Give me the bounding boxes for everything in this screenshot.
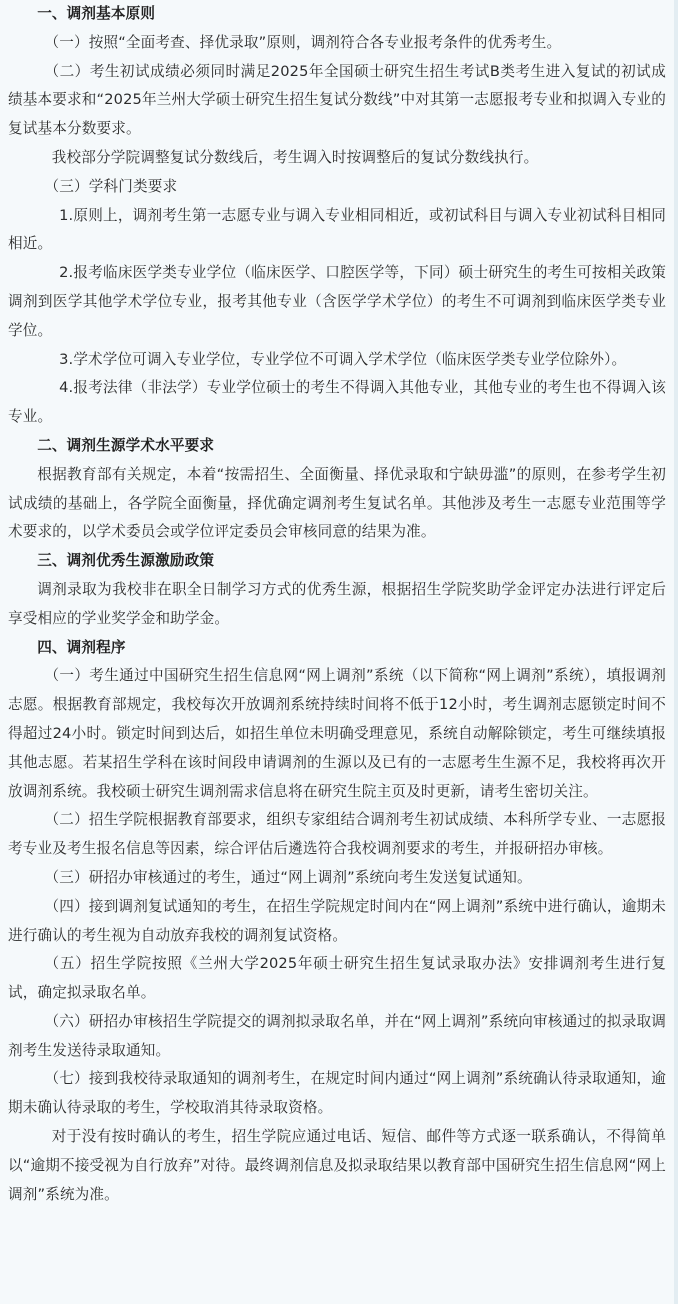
paragraph: 2.报考临床医学类专业学位（临床医学、口腔医学等，下同）硕士研究生的考生可按相关政策调剂到医学其他学术学位专业，报考其他专业（含医学学术学位）的考生不可调剂到临床医学类专业学位。 — [8, 264, 666, 339]
paragraph: 对于没有按时确认的考生，招生学院应通过电话、短信、邮件等方式逐一联系确认，不得简单以“逾期不接受视为自行放弃”对待。最终调剂信息及拟录取结果以教育部中国研究生招生信息网“网上调剂”系统为准。 — [8, 1128, 666, 1203]
paragraph: （七）接到我校待录取通知的调剂考生，在规定时间内通过“网上调剂”系统确认待录取通知，逾期未确认待录取的考生，学校取消其待录取资格。 — [8, 1070, 666, 1117]
paragraph: （一）按照“全面考查、择优录取”原则，调剂符合各专业报考条件的优秀考生。 — [44, 33, 562, 51]
section-heading: 二、调剂生源学术水平要求 — [37, 436, 215, 454]
article-content — [8, 0, 666, 1209]
section-heading: 四、调剂程序 — [37, 638, 126, 656]
section-heading: 三、调剂优秀生源激励政策 — [37, 552, 215, 570]
paragraph: （二）考生初试成绩必须同时满足2025年全国硕士研究生招生考试B类考生进入复试的初试成绩基本要求和“2025年兰州大学硕士研究生招生复试分数线”中对其第一志愿报考专业和拟调入专业的复试基本分数要求。 — [8, 62, 666, 138]
paragraph: （六）研招办审核招生学院提交的调剂拟录取名单，并在“网上调剂”系统向审核通过的拟录取调剂考生发送待录取通知。 — [8, 1012, 666, 1059]
paragraph: 调剂录取为我校非在职全日制学习方式的优秀生源，根据招生学院奖助学金评定办法进行评定后享受相应的学业奖学金和助学金。 — [8, 580, 666, 627]
paragraph: （四）接到调剂复试通知的考生，在招生学院规定时间内在“网上调剂”系统中进行确认，逾期未进行确认的考生视为自动放弃我校的调剂复试资格。 — [8, 897, 666, 944]
paragraph: （二）招生学院根据教育部要求，组织专家组结合调剂考生初试成绩、本科所学专业、一志愿报考专业及考生报名信息等因素，综合评估后遴选符合我校调剂要求的考生，并报研招办审核。 — [8, 811, 666, 858]
paragraph: 1.原则上，调剂考生第一志愿专业与调入专业相同相近，或初试科目与调入专业初试科目相同相近。 — [8, 206, 666, 253]
paragraph: （三）学科门类要求 — [44, 177, 178, 195]
paragraph: 我校部分学院调整复试分数线后，考生调入时按调整后的复试分数线执行。 — [51, 148, 539, 166]
paragraph: （三）研招办审核通过的考生，通过“网上调剂”系统向考生发送复试通知。 — [44, 868, 532, 886]
paragraph: 4.报考法律（非法学）专业学位硕士的考生不得调入其他专业，其他专业的考生也不得调入该专业。 — [8, 379, 666, 426]
paragraph: （一）考生通过中国研究生招生信息网“网上调剂”系统（以下简称“网上调剂”系统），填报调剂志愿。根据教育部规定，我校每次开放调剂系统持续时间将不低于12小时，考生调剂志愿锁定时间不得超过24小时。锁定时间到达后，如招生单位未明确受理意见，系统自动解除锁定，考生可继续填报其他志愿。若某招生学科在该时间段申请调剂的生源以及已有的一志愿考生生源不足，我校将再次开放调剂系统。我校硕士研究生调剂需求信息将在研究生院主页及时更新，请考生密切关注。 — [8, 667, 666, 800]
section-heading: 一、调剂基本原则 — [37, 5, 156, 22]
paragraph: （五）招生学院按照《兰州大学2025年硕士研究生招生复试录取办法》安排调剂考生进行复试，确定拟录取名单。 — [8, 955, 666, 1002]
paragraph: 根据教育部有关规定，本着“按需招生、全面衡量、择优录取和宁缺毋滥”的原则，在参考学生初试成绩的基础上，各学院全面衡量，择优确定调剂考生复试名单。其他涉及考生一志愿专业范围等学术要求的，以学术委员会或学位评定委员会审核同意的结果为准。 — [8, 465, 666, 541]
paragraph: 3.学术学位可调入专业学位，专业学位不可调入学术学位（临床医学类专业学位除外）。 — [59, 350, 627, 368]
